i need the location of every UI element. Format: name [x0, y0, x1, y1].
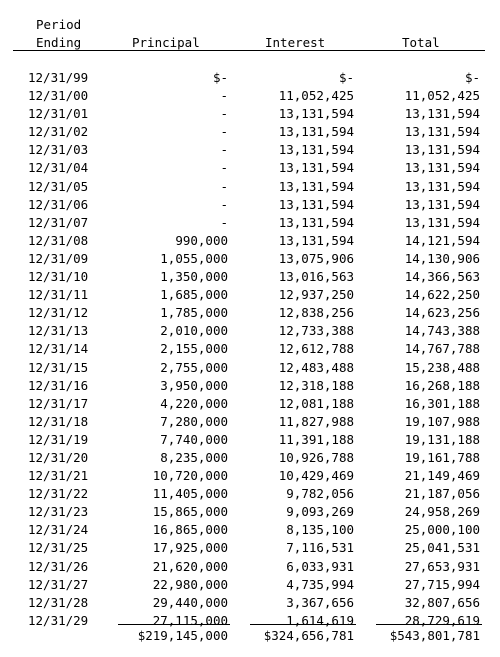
row-principal: -: [220, 106, 228, 122]
row-total: 21,187,056: [404, 486, 480, 502]
row-principal: 2,155,000: [160, 341, 228, 357]
row-date: 12/31/06: [28, 196, 89, 212]
table-row: [0, 503, 500, 521]
table-row: [0, 594, 500, 612]
row-principal: 2,010,000: [160, 323, 228, 339]
row-interest: 13,131,594: [278, 214, 354, 230]
row-total: 19,161,788: [404, 449, 480, 465]
row-total: 27,715,994: [404, 576, 480, 592]
table-row: [0, 87, 500, 105]
row-principal: 3,950,000: [160, 377, 228, 393]
row-date: 12/31/10: [28, 269, 89, 285]
row-principal: 1,685,000: [160, 287, 228, 303]
table-row: [0, 467, 500, 485]
row-principal: -: [220, 142, 228, 158]
table-header: [0, 14, 500, 52]
table-row: [0, 159, 500, 177]
row-total: 13,131,594: [404, 214, 480, 230]
row-total: 27,653,931: [404, 558, 480, 574]
table-row: [0, 286, 500, 304]
table-row: [0, 196, 500, 214]
header-ending: Ending: [36, 35, 82, 50]
row-interest: 11,827,988: [278, 413, 354, 429]
table-row: [0, 539, 500, 557]
row-date: 12/31/29: [28, 612, 89, 628]
row-interest: 11,052,425: [278, 88, 354, 104]
row-date: 12/31/23: [28, 504, 89, 520]
row-interest: 3,367,656: [286, 594, 354, 610]
row-interest: 12,318,188: [278, 377, 354, 393]
row-total: 13,131,594: [404, 142, 480, 158]
total-interest: $324,656,781: [263, 628, 354, 643]
row-total: 21,149,469: [404, 468, 480, 484]
row-interest: 9,093,269: [286, 504, 354, 520]
row-interest: 10,429,469: [278, 468, 354, 484]
row-total: 14,121,594: [404, 232, 480, 248]
row-principal: 17,925,000: [152, 540, 228, 556]
row-total: 32,807,656: [404, 594, 480, 610]
row-date: 12/31/08: [28, 232, 89, 248]
row-total: 25,041,531: [404, 540, 480, 556]
row-total: 13,131,594: [404, 196, 480, 212]
row-total: $-: [464, 70, 480, 85]
row-interest: 12,483,488: [278, 359, 354, 375]
totals-row: [0, 627, 500, 645]
row-total: 15,238,488: [404, 359, 480, 375]
row-total: 19,131,188: [404, 431, 480, 447]
row-date: 12/31/00: [28, 88, 89, 104]
row-date: 12/31/26: [28, 558, 89, 574]
row-date: 12/31/21: [28, 468, 89, 484]
row-date: 12/31/25: [28, 540, 89, 556]
table-row: [0, 268, 500, 286]
row-interest: 1,614,619: [286, 612, 354, 628]
table-row: [0, 322, 500, 340]
row-interest: 4,735,994: [286, 576, 354, 592]
row-total: 24,958,269: [404, 504, 480, 520]
row-total: 13,131,594: [404, 106, 480, 122]
header-interest: Interest: [265, 35, 326, 50]
row-principal: 29,440,000: [152, 594, 228, 610]
header-period: Period: [36, 17, 82, 32]
table-row: [0, 359, 500, 377]
row-total: 13,131,594: [404, 160, 480, 176]
row-total: 14,767,788: [404, 341, 480, 357]
row-total: 13,131,594: [404, 178, 480, 194]
row-interest: 13,131,594: [278, 178, 354, 194]
row-interest: 8,135,100: [286, 522, 354, 538]
row-date: 12/31/20: [28, 449, 89, 465]
row-total: 16,301,188: [404, 395, 480, 411]
row-principal: -: [220, 196, 228, 212]
row-date: 12/31/13: [28, 323, 89, 339]
row-total: 16,268,188: [404, 377, 480, 393]
header-principal: Principal: [132, 35, 200, 50]
row-total: 25,000,100: [404, 522, 480, 538]
row-interest: 13,131,594: [278, 124, 354, 140]
row-date: 12/31/03: [28, 142, 89, 158]
row-total: 14,366,563: [404, 269, 480, 285]
row-interest: 13,131,594: [278, 160, 354, 176]
row-date: 12/31/22: [28, 486, 89, 502]
row-total: 13,131,594: [404, 124, 480, 140]
table-row: [0, 214, 500, 232]
row-principal: 8,235,000: [160, 449, 228, 465]
row-principal: 1,350,000: [160, 269, 228, 285]
header-rule: [13, 50, 485, 51]
row-interest: 13,075,906: [278, 250, 354, 266]
row-principal: 1,785,000: [160, 305, 228, 321]
row-principal: -: [220, 124, 228, 140]
table-row: [0, 123, 500, 141]
row-date: 12/31/19: [28, 431, 89, 447]
row-date: 12/31/05: [28, 178, 89, 194]
row-date: 12/31/27: [28, 576, 89, 592]
row-interest: 13,016,563: [278, 269, 354, 285]
row-interest: 11,391,188: [278, 431, 354, 447]
row-principal: $-: [212, 70, 228, 85]
table-row: [0, 485, 500, 503]
table-row: [0, 521, 500, 539]
row-principal: 11,405,000: [152, 486, 228, 502]
row-principal: 22,980,000: [152, 576, 228, 592]
table-row: [0, 449, 500, 467]
row-date: 12/31/16: [28, 377, 89, 393]
table-body: [0, 69, 500, 630]
interest-sum-rule: [250, 624, 356, 625]
row-total: 14,622,250: [404, 287, 480, 303]
row-principal: 990,000: [175, 232, 228, 248]
table-row: [0, 413, 500, 431]
row-principal: 16,865,000: [152, 522, 228, 538]
total-total: $543,801,781: [389, 628, 480, 643]
row-principal: 15,865,000: [152, 504, 228, 520]
row-interest: $-: [338, 70, 354, 85]
row-date: 12/31/99: [28, 70, 89, 85]
row-date: 12/31/09: [28, 250, 89, 266]
row-principal: 1,055,000: [160, 250, 228, 266]
row-principal: 2,755,000: [160, 359, 228, 375]
row-total: 14,623,256: [404, 305, 480, 321]
row-date: 12/31/04: [28, 160, 89, 176]
row-interest: 7,116,531: [286, 540, 354, 556]
row-interest: 9,782,056: [286, 486, 354, 502]
table-row: [0, 141, 500, 159]
row-date: 12/31/11: [28, 287, 89, 303]
header-total: Total: [402, 35, 440, 50]
row-interest: 13,131,594: [278, 142, 354, 158]
table-row: [0, 69, 500, 87]
row-total: 28,729,619: [404, 612, 480, 628]
row-total: 14,743,388: [404, 323, 480, 339]
row-interest: 12,612,788: [278, 341, 354, 357]
table-row: [0, 377, 500, 395]
row-interest: 12,081,188: [278, 395, 354, 411]
row-date: 12/31/18: [28, 413, 89, 429]
row-date: 12/31/12: [28, 305, 89, 321]
row-interest: 13,131,594: [278, 232, 354, 248]
row-interest: 6,033,931: [286, 558, 354, 574]
row-date: 12/31/15: [28, 359, 89, 375]
row-date: 12/31/28: [28, 594, 89, 610]
row-interest: 12,937,250: [278, 287, 354, 303]
total-sum-rule: [376, 624, 482, 625]
table-row: [0, 576, 500, 594]
row-principal: 7,280,000: [160, 413, 228, 429]
row-date: 12/31/14: [28, 341, 89, 357]
row-total: 14,130,906: [404, 250, 480, 266]
row-date: 12/31/07: [28, 214, 89, 230]
table-row: [0, 340, 500, 358]
row-principal: -: [220, 178, 228, 194]
row-interest: 13,131,594: [278, 106, 354, 122]
table-row: [0, 304, 500, 322]
row-total: 11,052,425: [404, 88, 480, 104]
row-principal: 7,740,000: [160, 431, 228, 447]
row-interest: 10,926,788: [278, 449, 354, 465]
row-date: 12/31/17: [28, 395, 89, 411]
table-row: [0, 558, 500, 576]
table-row: [0, 232, 500, 250]
table-row: [0, 395, 500, 413]
table-row: [0, 178, 500, 196]
row-principal: 10,720,000: [152, 468, 228, 484]
row-interest: 12,733,388: [278, 323, 354, 339]
row-date: 12/31/01: [28, 106, 89, 122]
row-interest: 13,131,594: [278, 196, 354, 212]
table-row: [0, 105, 500, 123]
row-interest: 12,838,256: [278, 305, 354, 321]
principal-sum-rule: [118, 624, 230, 625]
row-principal: 4,220,000: [160, 395, 228, 411]
row-date: 12/31/02: [28, 124, 89, 140]
row-principal: 21,620,000: [152, 558, 228, 574]
table-row: [0, 250, 500, 268]
row-total: 19,107,988: [404, 413, 480, 429]
total-principal: $219,145,000: [137, 628, 228, 643]
row-principal: 27,115,000: [152, 612, 228, 628]
row-principal: -: [220, 160, 228, 176]
table-row: [0, 431, 500, 449]
row-principal: -: [220, 214, 228, 230]
row-date: 12/31/24: [28, 522, 89, 538]
row-principal: -: [220, 88, 228, 104]
